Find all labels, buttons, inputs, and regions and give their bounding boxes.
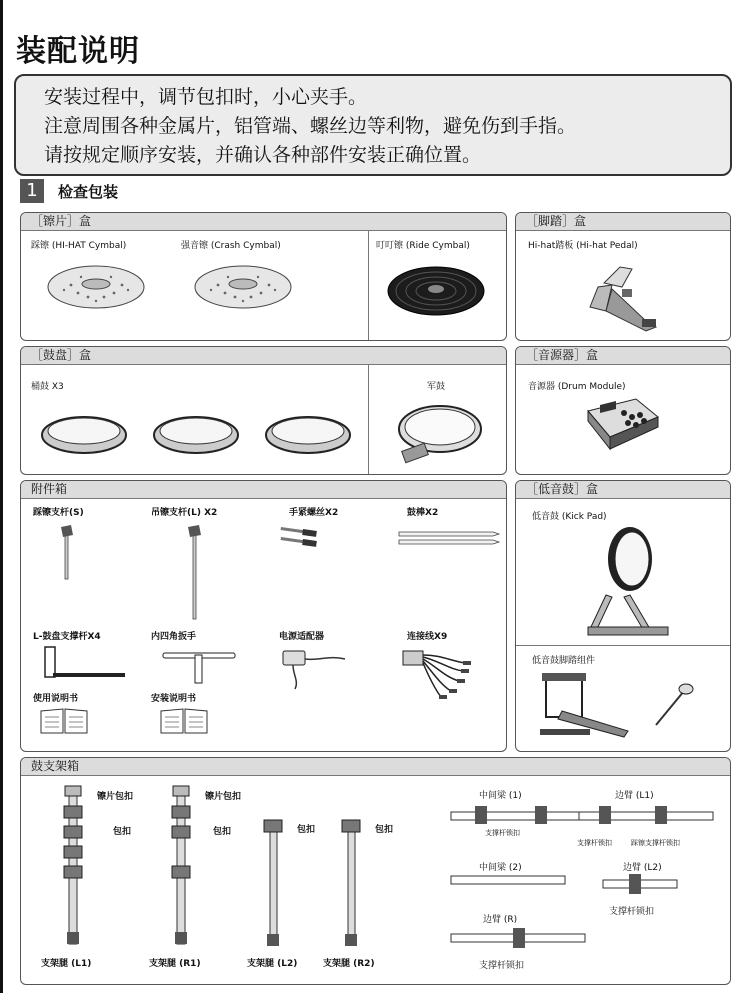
hihat-pedal-icon (584, 253, 664, 333)
assembly-manual-label: 安装说明书 (151, 694, 197, 704)
snare-label: 军鼓 (427, 382, 446, 392)
drum-module-label: 音源器 (Drum Module) (528, 382, 626, 392)
user-manual-icon (39, 707, 89, 735)
leg-l1-cymbal-clamp-label: 镲片包扣 (97, 792, 134, 802)
cymbal-rod-label: 吊镲支杆(L) X2 (151, 508, 218, 518)
step-label: 检查包装 (58, 183, 119, 201)
leg-l2-clamp-label: 包扣 (297, 825, 316, 835)
leg-l2-label: 支架腿 (L2) (247, 959, 298, 969)
drum-pad-box (20, 346, 507, 475)
kick-pad-icon (586, 525, 674, 643)
leg-r2-label: 支架腿 (R2) (323, 959, 375, 969)
hihat-rod-label: 踩镲支杆(S) (33, 508, 84, 518)
step-number: 1 (20, 179, 44, 203)
leg-l1-icon (59, 782, 89, 948)
module-box-header: ［音源器］盒 (516, 347, 730, 365)
crash-cymbal-icon (193, 263, 293, 313)
tom-label: 桶鼓 X3 (31, 382, 64, 392)
beater-icon (652, 681, 696, 731)
kick-box-divider (516, 645, 730, 646)
hex-wrench-label: 内四角扳手 (151, 632, 197, 642)
side-arm-l1-lock-a-label: 支撑杆锁扣 (577, 839, 612, 847)
l-rod-icon (43, 645, 127, 681)
mid-beam-2-label: 中间梁 (2) (479, 863, 522, 873)
power-adapter-label: 电源适配器 (279, 632, 325, 642)
drum-module-icon (584, 397, 662, 459)
side-arm-r-label: 边臂 (R) (483, 915, 518, 925)
side-arm-l2-label: 边臂 (L2) (623, 863, 662, 873)
side-arm-l1-label: 边臂 (L1) (615, 791, 654, 801)
hihat-rod-icon (57, 521, 77, 581)
cable-label: 连接线X9 (407, 632, 448, 642)
cymbal-box-header: ［镲片］盒 (21, 213, 506, 231)
ride-cymbal-label: 叮叮镲 (Ride Cymbal) (376, 241, 470, 251)
page-title: 装配说明 (16, 34, 140, 69)
cymbal-rod-icon (183, 521, 207, 621)
rack-box (20, 757, 731, 985)
cymbal-box-divider (368, 231, 369, 340)
l-rod-label: L-鼓盘支撑杆X4 (33, 632, 101, 642)
kick-pedal-icon (538, 671, 638, 741)
module-box (515, 346, 731, 475)
leg-r2-icon (337, 816, 367, 948)
warning-panel (14, 74, 732, 176)
kick-pad-label: 低音鼓 (Kick Pad) (532, 512, 607, 522)
snare-pad-icon (395, 403, 485, 469)
tom-pad-3-icon (265, 411, 351, 455)
left-margin-rule (0, 0, 3, 993)
accessory-box-header: 附件箱 (21, 481, 506, 499)
warning-line-2: 注意周围各种金属片，铝管端、螺丝边等利物，避免伤到手指。 (44, 115, 577, 137)
warning-line-1: 安装过程中，调节包扣时，小心夹手。 (44, 86, 368, 108)
power-adapter-icon (279, 645, 351, 691)
tom-pad-1-icon (41, 411, 127, 455)
side-arm-l2-icon (601, 872, 681, 898)
rack-box-header: 鼓支架箱 (21, 758, 730, 776)
leg-r1-cymbal-clamp-label: 镲片包扣 (205, 792, 242, 802)
cymbal-box (20, 212, 507, 341)
mid-beam-1-lock-label: 支撑杆锁扣 (485, 829, 520, 837)
hihat-pedal-label: Hi-hat踏板 (Hi-hat Pedal) (528, 241, 638, 251)
leg-r1-label: 支架腿 (R1) (149, 959, 201, 969)
side-arm-r-icon (449, 926, 589, 952)
pedal-box (515, 212, 731, 341)
leg-l2-icon (259, 816, 289, 948)
drumsticks-label: 鼓棒X2 (407, 508, 439, 518)
kick-pedal-label: 低音鼓脚踏组件 (532, 656, 596, 666)
assembly-manual-icon (159, 707, 209, 735)
tom-pad-2-icon (153, 411, 239, 455)
leg-r2-clamp-label: 包扣 (375, 825, 394, 835)
leg-r1-clamp-label: 包扣 (213, 827, 232, 837)
thumb-screw-icon (279, 523, 329, 549)
kick-box-header: ［低音鼓］盒 (516, 481, 730, 499)
warning-line-3: 请按规定顺序安装，并确认各种部件安装正确位置。 (44, 144, 482, 166)
drum-pad-box-header: ［鼓盘］盒 (21, 347, 506, 365)
side-arm-l1-lock-b-label: 踩镲支撑杆锁扣 (631, 839, 680, 847)
user-manual-label: 使用说明书 (33, 694, 79, 704)
pedal-box-header: ［脚踏］盒 (516, 213, 730, 231)
leg-r1-icon (167, 782, 197, 948)
hihat-cymbal-label: 踩镲 (HI-HAT Cymbal) (31, 241, 127, 251)
drumsticks-icon (397, 529, 501, 547)
mid-beam-1-icon (449, 802, 589, 830)
side-arm-l2-lock-label: 支撑杆锁扣 (609, 907, 655, 917)
kick-box (515, 480, 731, 752)
thumb-screw-label: 手紧螺丝X2 (289, 508, 339, 518)
accessory-box (20, 480, 507, 752)
leg-l1-clamp-label: 包扣 (113, 827, 132, 837)
cable-bundle-icon (401, 641, 477, 703)
crash-cymbal-label: 强音镲 (Crash Cymbal) (181, 241, 281, 251)
side-arm-l1-icon (577, 802, 717, 830)
drum-pad-box-divider (368, 365, 369, 474)
side-arm-r-lock-label: 支撑杆锁扣 (479, 961, 525, 971)
ride-cymbal-icon (386, 265, 486, 317)
leg-l1-label: 支架腿 (L1) (41, 959, 92, 969)
mid-beam-2-icon (449, 874, 569, 888)
mid-beam-1-label: 中间梁 (1) (479, 791, 522, 801)
hihat-cymbal-icon (46, 263, 146, 313)
hex-wrench-icon (159, 647, 239, 687)
